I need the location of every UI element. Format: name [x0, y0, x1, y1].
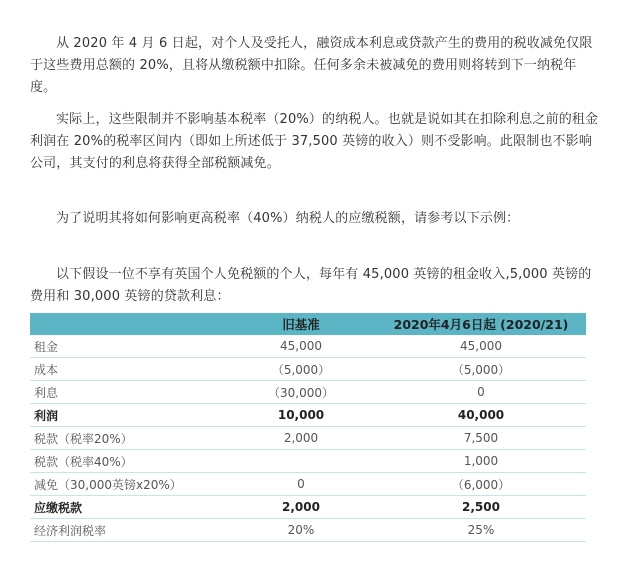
tax-comparison-table: [30, 313, 586, 542]
table-row: [30, 519, 586, 542]
new-basis-value: 45,000: [376, 335, 586, 358]
table-row: [30, 404, 586, 427]
old-basis-value: 20%: [226, 519, 376, 542]
table-header-row: [30, 313, 586, 335]
intro-paragraph: 从 2020 年 4 月 6 日起，对个人及受托人，融资成本利息或贷款产生的费用的税收减免仅限于这些费用总额的 20%，且将从缴税额中扣除。任何多余未被减免的费用则将转到下一纳税年度。: [30, 36, 593, 95]
old-basis-value: 45,000: [226, 335, 376, 358]
header-old-basis: 旧基准: [226, 313, 376, 335]
row-label: 经济利润税率: [30, 519, 226, 542]
new-basis-value: 1,000: [376, 450, 586, 473]
new-basis-value: 40,000: [376, 404, 586, 427]
table-body: [30, 335, 586, 542]
row-label: 租金: [30, 335, 226, 358]
row-label: 税款（税率20%）: [30, 427, 226, 450]
new-basis-value: （5,000）: [376, 358, 586, 381]
header-label-column: [30, 313, 226, 335]
row-label: 利息: [30, 381, 226, 404]
old-basis-value: [226, 450, 376, 473]
old-basis-value: 0: [226, 473, 376, 496]
table-row: [30, 496, 586, 519]
row-label: 应缴税款: [30, 496, 226, 519]
old-basis-value: 2,000: [226, 496, 376, 519]
table-row: [30, 473, 586, 496]
old-basis-value: 10,000: [226, 404, 376, 427]
higher-rate-paragraph: 为了说明其将如何影响更高税率（40%）纳税人的应缴税额，请参考以下示例：: [56, 211, 520, 226]
table-row: [30, 427, 586, 450]
new-basis-value: 7,500: [376, 427, 586, 450]
table-row: [30, 335, 586, 358]
new-basis-value: 2,500: [376, 496, 586, 519]
row-label: 税款（税率40%）: [30, 450, 226, 473]
table-row: [30, 450, 586, 473]
old-basis-value: （30,000）: [226, 381, 376, 404]
new-basis-value: （6,000）: [376, 473, 586, 496]
example-assumption-paragraph: 以下假设一位不享有英国个人免税额的个人，每年有 45,000 英镑的租金收入,5,000 英镑的费用和 30,000 英镑的贷款利息：: [30, 267, 592, 304]
table-row: [30, 381, 586, 404]
table-header: [30, 313, 586, 335]
new-basis-value: 25%: [376, 519, 586, 542]
old-basis-value: 2,000: [226, 427, 376, 450]
header-new-basis: 2020年4月6日起 (2020/21): [376, 313, 586, 335]
new-basis-value: 0: [376, 381, 586, 404]
row-label: 成本: [30, 358, 226, 381]
old-basis-value: （5,000）: [226, 358, 376, 381]
row-label: 减免（30,000英镑x20%）: [30, 473, 226, 496]
row-label: 利润: [30, 404, 226, 427]
basic-rate-paragraph: 实际上，这些限制并不影响基本税率（20%）的纳税人。也就是说如其在扣除利息之前的租金利润在 20%的税率区间内（即如上所述低于 37,500 英镑的收入）则不受影响。此限制也不影响公司，其支付的利息将获得全部税额减免。: [30, 112, 599, 171]
table-row: [30, 358, 586, 381]
